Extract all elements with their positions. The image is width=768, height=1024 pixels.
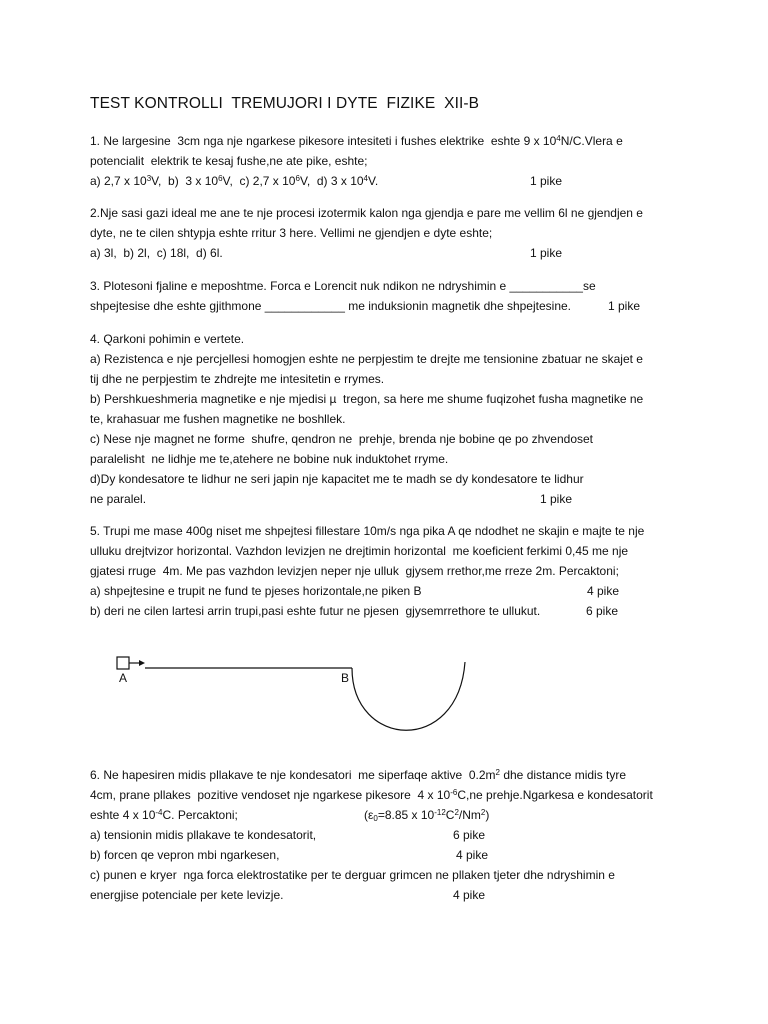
question-6-part-a-points: 6 pike: [453, 828, 486, 842]
question-1-points: 1 pike: [530, 174, 563, 188]
question-2-line-1: 2.Nje sasi gazi ideal me ane te nje procesi izotermik kalon nga gjendja e pare me vellim 6l ne gjendjen e: [90, 206, 643, 220]
question-6-part-c-points: 4 pike: [453, 888, 486, 902]
question-6: [90, 765, 690, 905]
question-5-part-b-points: 6 pike: [586, 604, 619, 618]
question-5-part-b: b) deri ne cilen lartesi arrin trupi,pasi eshte futur ne pjesen gjysemrrethore te ullukut.: [90, 604, 541, 618]
question-4-option-a-cont: tij dhe ne perpjestim te zhdrejte me intesitetin e rrymes.: [90, 372, 385, 386]
question-5-line-2: ulluku drejtvizor horizontal. Vazhdon levizjen ne drejtimin horizontal me koeficient ferkimi 0,45 me nje: [90, 544, 629, 558]
question-6-line-2: 4cm, prane pllakes pozitive vendoset nje ngarkese pikesore 4 x $10^{-6}C,ne$ prehje.Ngarkesa e kondesatorit: [90, 788, 653, 802]
question-4-option-d-cont: ne paralel.: [90, 492, 147, 506]
question-2-line-2: dyte, ne te cilen shtypja eshte rritur 3 here. Vellimi ne gjendjen e dyte eshte;: [90, 226, 493, 240]
semicircular-track: [352, 662, 465, 730]
page-title: TEST KONTROLLI TREMUJORI I DYTE FIZIKE XII-B: [90, 95, 480, 112]
velocity-arrowhead: [139, 660, 145, 666]
question-4-option-b-cont: te, krahasuar me fushen magnetike ne boshllek.: [90, 412, 346, 426]
question-6-part-b: b) forcen qe vepron mbi ngarkesen,: [90, 848, 280, 862]
question-4-option-c: c) Nese nje magnet ne forme shufre, qendron ne prehje, brenda nje bobine qe po zhvendoset: [90, 432, 593, 446]
question-3-line-1: 3. Plotesoni fjaline e meposhtme. Forca e Lorencit nuk ndikon ne ndryshimin e ___________se: [90, 279, 596, 293]
block-body: [117, 657, 129, 669]
question-4-option-b: b) Pershkueshmeria magnetike e nje mjedisi µ tregon, sa here me shume fuqizohet fusha magnetike ne: [90, 392, 644, 406]
question-2-options: a) 3l, b) 2l, c) 18l, d) 6l.: [90, 246, 223, 260]
point-a-label: A: [119, 671, 128, 685]
question-1-line-1: 1. Ne largesine 3cm nga nje ngarkese pikesore intesiteti i fushes elektrike eshte 9 x $10^4N/C.Vlera$ e: [90, 134, 623, 148]
question-6-part-a: a) tensionin midis pllakave te kondesatorit,: [90, 828, 317, 842]
question-4-line-1: 4. Qarkoni pohimin e vertete.: [90, 332, 245, 346]
question-2-points: 1 pike: [530, 246, 563, 260]
question-5-line-1: 5. Trupi me mase 400g niset me shpejtesi fillestare 10m/s nga pika A qe ndodhet ne skajin e majte te nje: [90, 524, 645, 538]
point-b-label: B: [341, 671, 350, 685]
question-5-part-a-points: 4 pike: [587, 584, 620, 598]
question-4-option-a: a) Rezistenca e nje percjellesi homogjen eshte ne perpjestim te drejte me tensionine zbatuar ne skajet e: [90, 352, 643, 366]
question-4-option-d: d)Dy kondesatore te lidhur ne seri japin nje kapacitet me te madh se dy kondesatore te lidhur: [90, 472, 584, 486]
question-4-option-c-cont: paralelisht ne lidhje me te,atehere ne bobine nuk induktohet rryme.: [90, 452, 449, 466]
question-3-points: 1 pike: [608, 299, 641, 313]
question-4-points: 1 pike: [540, 492, 573, 506]
question-6-part-b-points: 4 pike: [456, 848, 489, 862]
permittivity-constant: ($\varepsilon_0=8.85$ x $10^{-12}C^2/Nm^2$): [364, 808, 490, 823]
question-6-part-c: c) punen e kryer nga forca elektrostatike per te derguar grimcen ne pllaken tjeter dhe ndryshimin e: [90, 868, 615, 882]
question-6-line-1: 6. Ne hapesiren midis pllakave te nje kondesatori me siperfaqe aktive $0.2m^2$ dhe distance midis tyre: [90, 768, 627, 782]
question-3-line-2: shpejtesise dhe eshte gjithmone ____________ me induksionin magnetik dhe shpejtesine.: [90, 299, 572, 313]
question-6-line-3: eshte 4 x $10^{-4}C$. Percaktoni;: [90, 808, 238, 822]
question-1-options: a) 2,7 x $10^3V$, b) 3 x $10^6V$, c) 2,7 x $10^6V$, d) 3 x $10^4V$.: [90, 174, 379, 188]
question-5-part-a: a) shpejtesine e trupit ne fund te pjeses horizontale,ne piken B: [90, 584, 422, 598]
question-6-part-c-cont: energjise potenciale per kete levizje.: [90, 888, 284, 902]
question-5-line-3: gjatesi rruge 4m. Me pas vazhdon levizjen neper nje ulluk gjysem rrethor,me rreze 2m. Percaktoni;: [90, 564, 619, 578]
question-1-line-2: potencialit elektrik te kesaj fushe,ne ate pike, eshte;: [90, 154, 368, 168]
